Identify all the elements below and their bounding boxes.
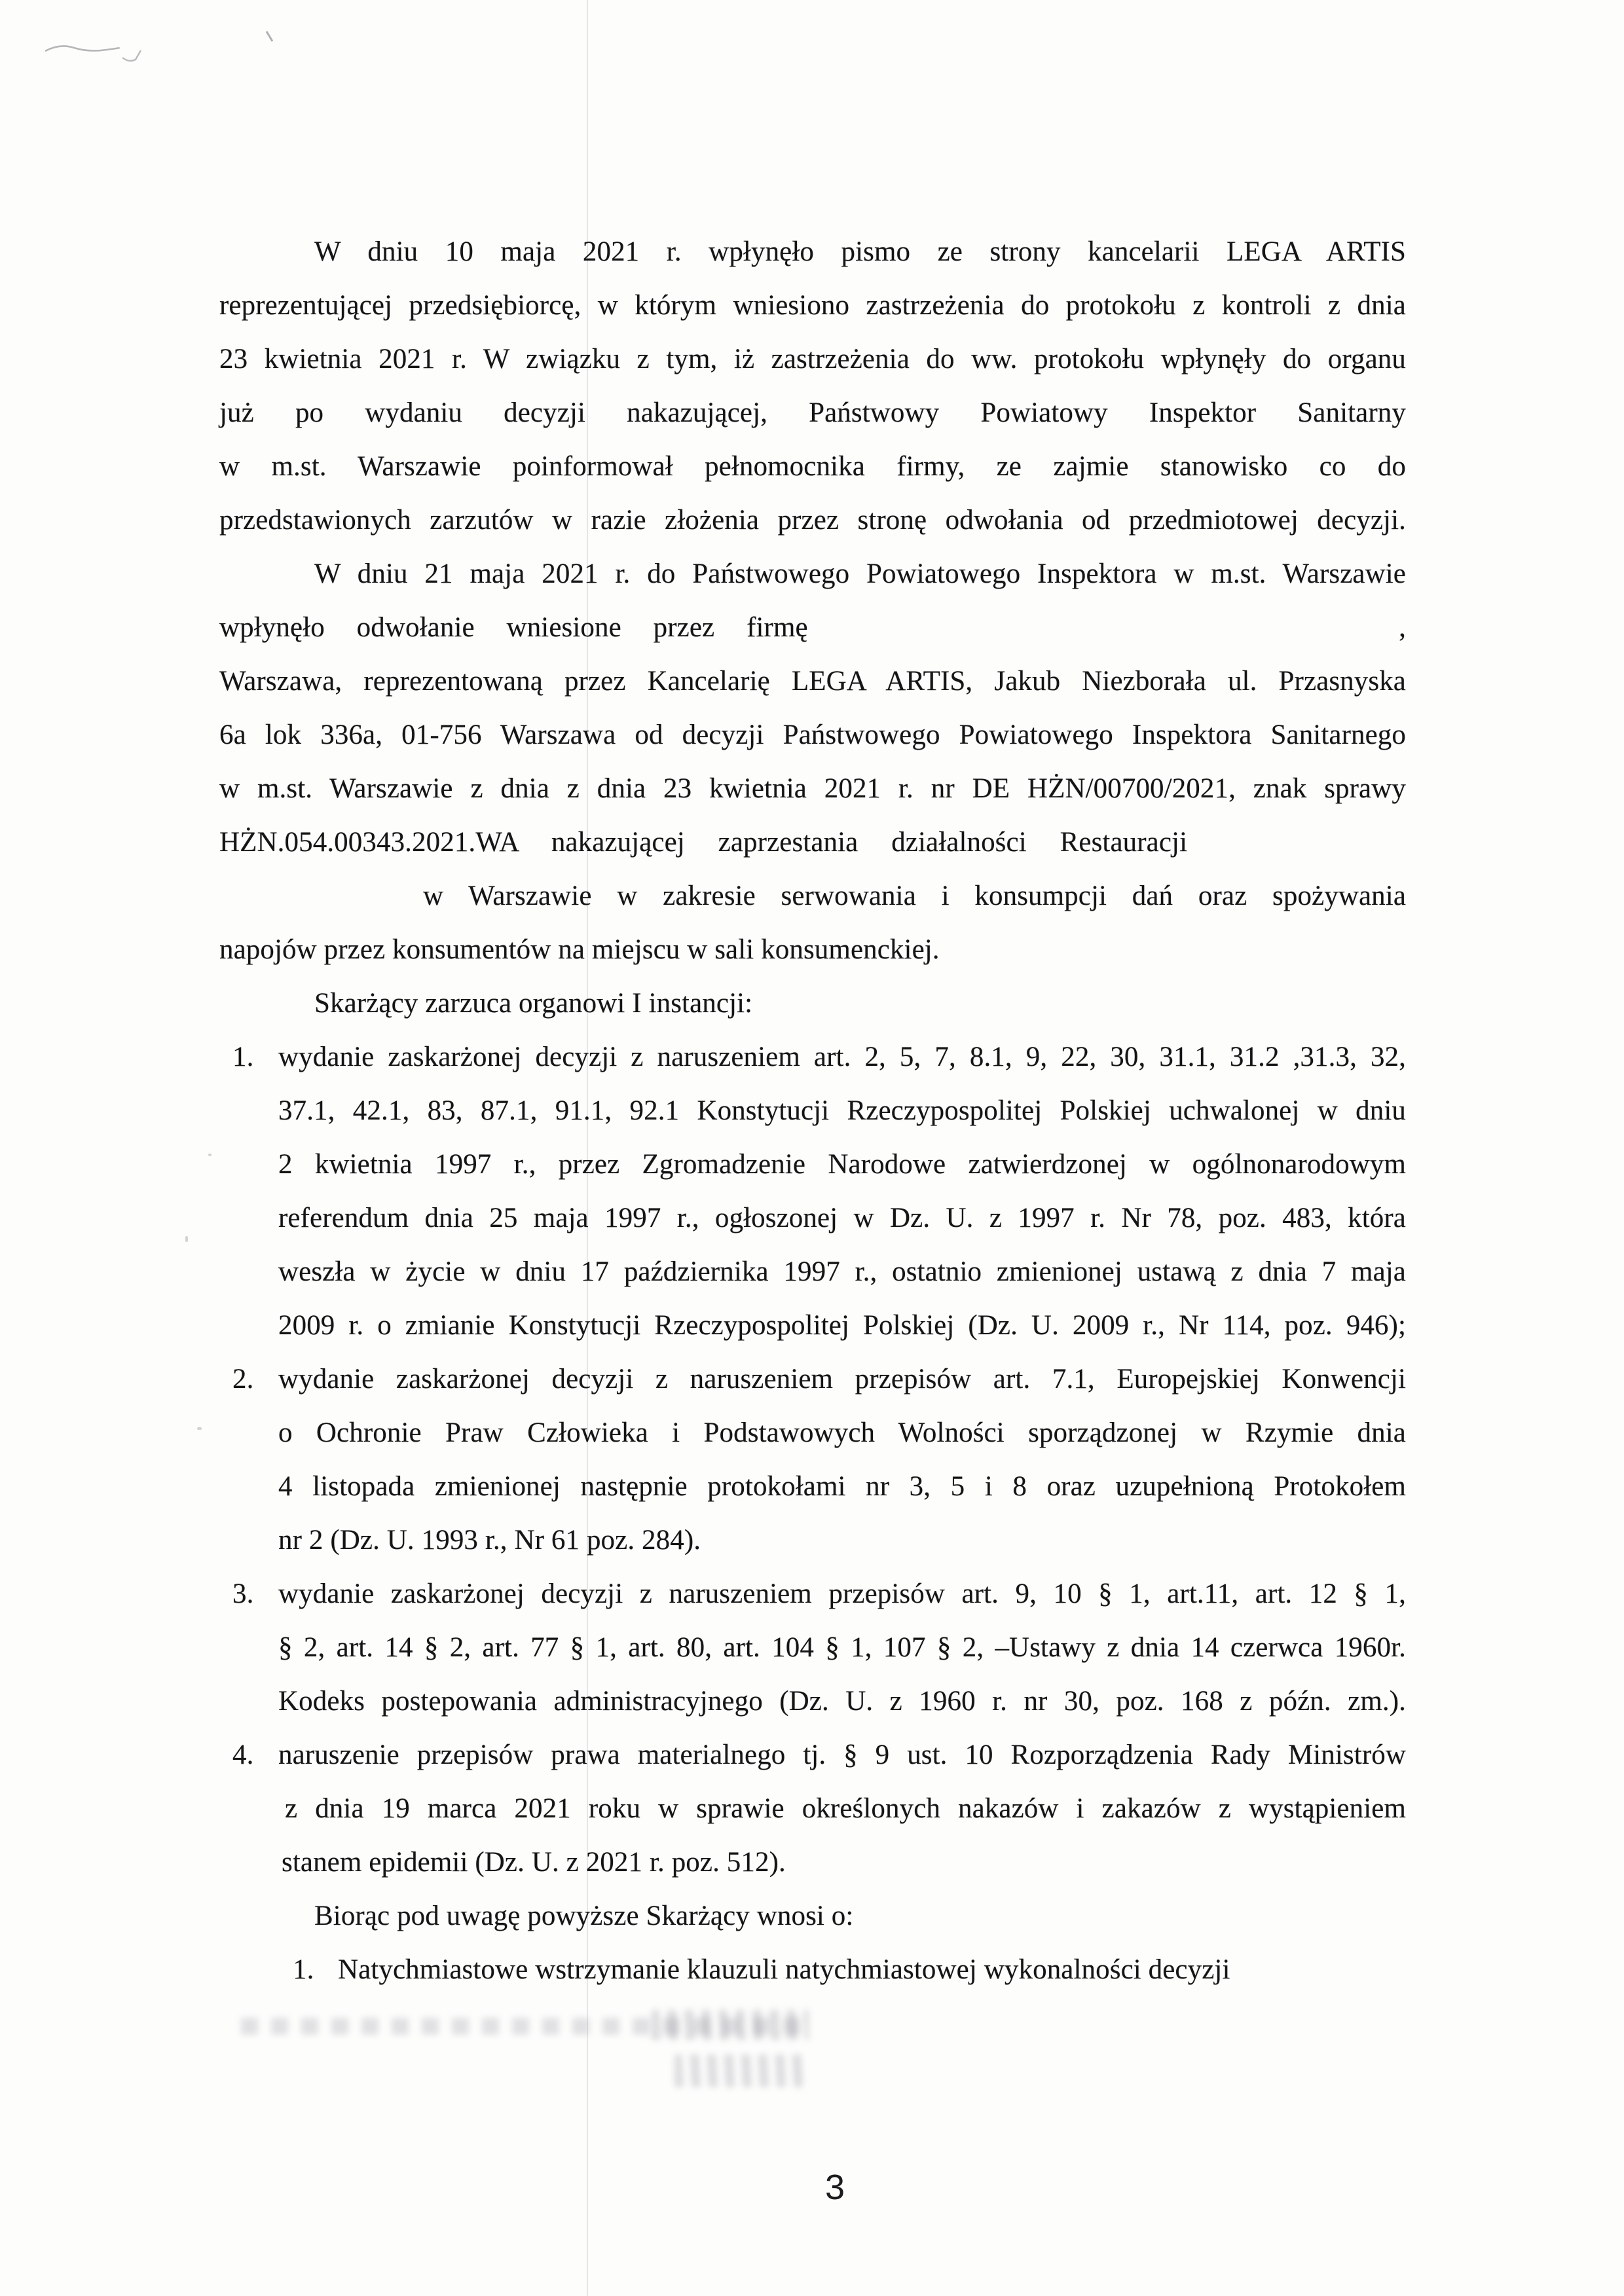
page-number: 3 [824, 2168, 845, 2207]
text-line: Skarżący zarzuca organowi I instancji: [314, 988, 753, 1019]
text-line: 6a lok 336a, 01-756 Warszawa od decyzji Państwowego Powiatowego Inspektora Sanitarnego [219, 720, 1406, 750]
text-line: już po wydaniu decyzji nakazującej, Państwowy Powiatowy Inspektor Sanitarny [219, 397, 1406, 428]
text-line: w Warszawie w zakresie serwowania i konsumpcji dań oraz spożywania [423, 881, 1406, 911]
text-line: referendum dnia 25 maja 1997 r., ogłoszonej w Dz. U. z 1997 r. Nr 78, poz. 483, która [278, 1203, 1406, 1233]
text-line: Biorąc pod uwagę powyższe Skarżący wnosi o: [314, 1901, 854, 1931]
text-line: 4. naruszenie przepisów prawa materialnego tj. § 9 ust. 10 Rozporządzenia Rady Ministrów [232, 1740, 1406, 1770]
text-line: 2009 r. o zmianie Konstytucji Rzeczypospolitej Polskiej (Dz. U. 2009 r., Nr 114, poz. 946); [278, 1310, 1406, 1341]
trailing-punctuation: , [1399, 612, 1406, 643]
text-line: przedstawionych zarzutów w razie złożenia przez stronę odwołania od przedmiotowej decyzji. [219, 505, 1406, 536]
text-line: § 2, art. 14 § 2, art. 77 § 1, art. 80, art. 104 § 1, 107 § 2, –Ustawy z dnia 14 czerwca 1960r. [278, 1632, 1406, 1663]
text-line: Kodeks postepowania administracyjnego (Dz. U. z 1960 r. nr 30, poz. 168 z późn. zm.). [278, 1686, 1406, 1717]
list-marker: 1. [293, 1954, 314, 1985]
text-segment: wpłynęło odwołanie wniesione przez firmę [219, 612, 808, 643]
text-line [219, 613, 1406, 642]
text-line: W dniu 10 maja 2021 r. wpłynęło pismo ze strony kancelarii LEGA ARTIS [314, 236, 1406, 267]
text-line: stanem epidemii (Dz. U. z 2021 r. poz. 512). [282, 1847, 786, 1878]
scan-speck [185, 1236, 188, 1242]
text-line: 23 kwietnia 2021 r. W związku z tym, iż zastrzeżenia do ww. protokołu wpłynęły do organu [219, 344, 1406, 374]
body-text [219, 0, 1406, 2296]
text-line: reprezentującej przedsiębiorcę, w którym wniesiono zastrzeżenia do protokołu z kontroli z dnia [219, 290, 1406, 321]
text-line: 3. wydanie zaskarżonej decyzji z naruszeniem przepisów art. 9, 10 § 1, art.11, art. 12 § 1, [232, 1578, 1406, 1609]
text-line: W dniu 21 maja 2021 r. do Państwowego Powiatowego Inspektora w m.st. Warszawie [314, 558, 1406, 589]
text-line: weszła w życie w dniu 17 października 1997 r., ostatnio zmienionej ustawą z dnia 7 maja [278, 1256, 1406, 1287]
text-line: 37.1, 42.1, 83, 87.1, 91.1, 92.1 Konstytucji Rzeczypospolitej Polskiej uchwalonej w dniu [278, 1095, 1406, 1126]
text-line: w m.st. Warszawie z dnia z dnia 23 kwietnia 2021 r. nr DE HŻN/00700/2021, znak sprawy [219, 773, 1406, 804]
text-line: HŻN.054.00343.2021.WA nakazującej zaprzestania działalności Restauracji [219, 827, 1188, 858]
text-line: nr 2 (Dz. U. 1993 r., Nr 61 poz. 284). [278, 1525, 701, 1556]
text-line: w m.st. Warszawie poinformował pełnomocnika firmy, ze zajmie stanowisko co do [219, 451, 1406, 482]
text-line: o Ochronie Praw Człowieka i Podstawowych Wolności sporządzonej w Rzymie dnia [278, 1417, 1406, 1448]
list-marker: 1. [232, 1042, 254, 1072]
list-marker: 4. [232, 1740, 254, 1770]
ghost-bleedthrough [652, 2010, 809, 2040]
text-line: 1. Natychmiastowe wstrzymanie klauzuli natychmiastowej wykonalności decyzji [293, 1954, 1230, 1985]
text-line: z dnia 19 marca 2021 roku w sprawie określonych nakazów i zakazów z wystąpieniem [285, 1793, 1406, 1824]
text-line: 2 kwietnia 1997 r., przez Zgromadzenie Narodowe zatwierdzonej w ogólnonarodowym [278, 1149, 1406, 1180]
text-line: Warszawa, reprezentowaną przez Kancelarię LEGA ARTIS, Jakub Niezborała ul. Przasnyska [219, 666, 1406, 697]
text-line: napojów przez konsumentów na miejscu w sali konsumenckiej. [219, 934, 940, 965]
list-marker: 2. [232, 1364, 254, 1394]
scan-speck [208, 1154, 212, 1156]
text-line: 1. wydanie zaskarżonej decyzji z naruszeniem art. 2, 5, 7, 8.1, 9, 22, 30, 31.1, 31.2 ,31.3, 32, [232, 1042, 1406, 1072]
list-marker: 3. [232, 1578, 254, 1609]
scan-speck [197, 1427, 202, 1430]
text-line: 2. wydanie zaskarżonej decyzji z naruszeniem przepisów art. 7.1, Europejskiej Konwencji [232, 1364, 1406, 1394]
text-line: 4 listopada zmienionej następnie protokołami nr 3, 5 i 8 oraz uzupełnioną Protokołem [278, 1471, 1406, 1502]
ghost-bleedthrough [674, 2054, 805, 2087]
